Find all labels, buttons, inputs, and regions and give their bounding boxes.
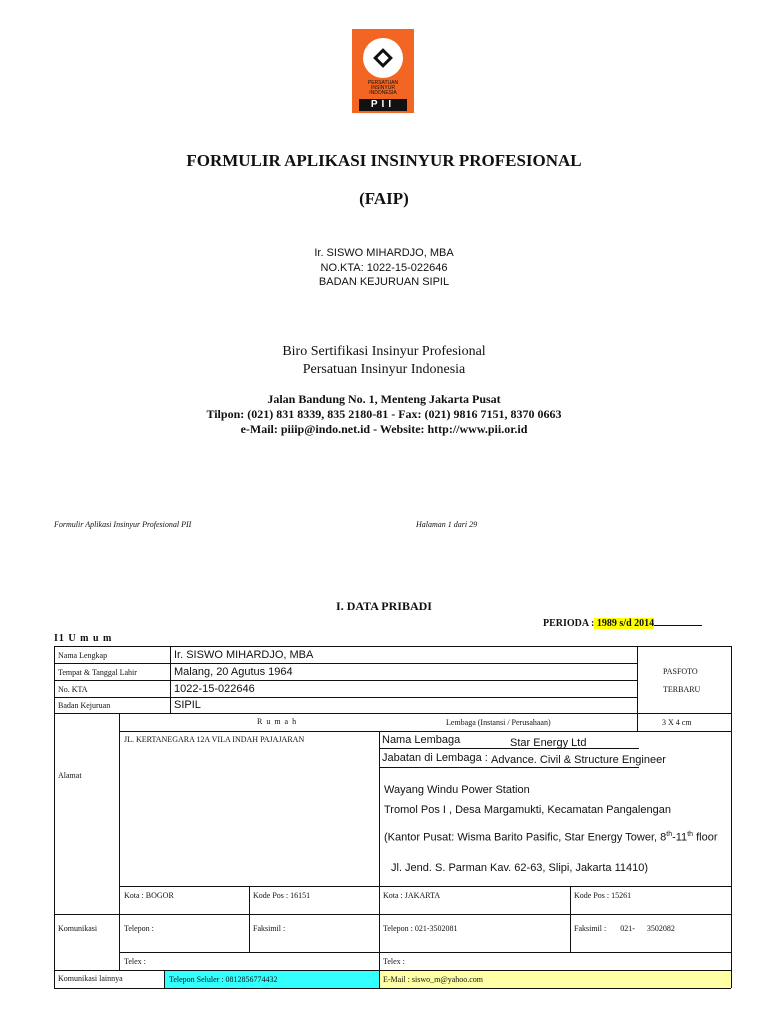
applicant-kta: NO.KTA: 1022-15-022646 [320, 262, 448, 274]
ttl-field[interactable]: Malang, 20 Agutus 1964 [174, 666, 293, 678]
logo-text-3: INDONESIA [369, 90, 397, 96]
periode-label: PERIODA : [543, 618, 595, 629]
email-field[interactable]: E-Mail : siswo_m@yahoo.com [383, 975, 484, 984]
logo-text-2: INSINYUR [371, 85, 395, 91]
kta-label: No. KTA [58, 685, 88, 694]
hp-field[interactable]: Telepon Seluler : 0812856774432 [169, 975, 278, 984]
kota-lembaga[interactable]: Kota : JAKARTA [383, 891, 441, 900]
faksimil-lembaga[interactable]: Faksimil : 021- 3502082 [574, 924, 675, 933]
telepon-lembaga[interactable]: Telepon : 021-3502081 [383, 924, 458, 933]
logo-emblem-icon [363, 38, 403, 78]
nama-label: Nama Lengkap [58, 651, 108, 660]
applicant-name: Ir. SISWO MIHARDJO, MBA [314, 247, 454, 259]
jabatan-field[interactable]: Advance. Civil & Structure Engineer [491, 754, 666, 766]
telepon-rumah[interactable]: Telepon : [124, 924, 154, 933]
rumah-address[interactable]: JL. KERTANEGARA 12A VILA INDAH PAJAJARAN [124, 735, 305, 744]
jabatan-label: Jabatan di Lembaga : [382, 752, 488, 764]
badan-label: Badan Kejuruan [58, 701, 111, 710]
org-email: e-Mail: piiip@indo.net.id - Website: http://www.pii.or.id [240, 422, 528, 436]
telex-lembaga[interactable]: Telex : [383, 957, 405, 966]
pasfoto-line-1: PASFOTO [663, 667, 698, 676]
alamat-label: Alamat [58, 771, 82, 780]
pasfoto-size: 3 X 4 cm [662, 718, 692, 727]
footer-right: Halaman 1 dari 29 [416, 520, 478, 529]
komunikasi-label: Komunikasi [58, 924, 98, 933]
section-title: I. DATA PRIBADI [336, 599, 432, 613]
nama-field[interactable]: Ir. SISWO MIHARDJO, MBA [174, 649, 314, 661]
org-line-1: Biro Sertifikasi Insinyur Profesional [282, 344, 486, 359]
page-subtitle: (FAIP) [359, 189, 409, 208]
kota-rumah[interactable]: Kota : BOGOR [124, 891, 174, 900]
page-title: FORMULIR APLIKASI INSINYUR PROFESIONAL [186, 151, 582, 170]
badan-field[interactable]: SIPIL [174, 699, 201, 711]
kodepos-rumah[interactable]: Kode Pos : 16151 [253, 891, 311, 900]
lembaga-address-3: (Kantor Pusat: Wisma Barito Pasific, Star Energy Tower, 8th-11th floor [384, 831, 718, 844]
lembaga-address-2: Tromol Pos I , Desa Margamukti, Kecamatan Pangalengan [384, 804, 671, 816]
komunikasi-lain-label: Komunikasi lainnya [58, 974, 123, 983]
lembaga-header: Lembaga (Instansi / Perusahaan) [446, 718, 551, 727]
pii-logo [352, 29, 414, 113]
org-address: Jalan Bandung No. 1, Menteng Jakarta Pusat [267, 392, 501, 406]
lembaga-address-4: Jl. Jend. S. Parman Kav. 62-63, Slipi, Jakarta 11410) [391, 862, 649, 874]
kta-field[interactable]: 1022-15-022646 [174, 683, 255, 695]
applicant-kejuruan: BADAN KEJURUAN SIPIL [318, 276, 450, 288]
pasfoto-line-2: TERBARU [663, 685, 701, 694]
logo-mark: PII [359, 99, 407, 111]
logo-text-1: PERSATUAN [367, 80, 399, 86]
lembaga-address-1: Wayang Windu Power Station [384, 784, 530, 796]
ttl-label: Tempat & Tanggal Lahir [58, 668, 137, 677]
nama-lembaga-label: Nama Lembaga [382, 734, 461, 746]
rumah-header: R u m a h [257, 717, 298, 726]
periode-value: 1989 s/d 2014 [594, 618, 655, 629]
org-line-2: Persatuan Insinyur Indonesia [302, 362, 466, 377]
footer-left: Formulir Aplikasi Insinyur Profesional PII [54, 520, 192, 529]
nama-lembaga-field[interactable]: Star Energy Ltd [510, 737, 587, 749]
kodepos-lembaga[interactable]: Kode Pos : 15261 [574, 891, 632, 900]
periode [543, 616, 702, 629]
faksimil-rumah[interactable]: Faksimil : [253, 924, 286, 933]
telex-rumah[interactable]: Telex : [124, 957, 146, 966]
org-phone: Tilpon: (021) 831 8339, 835 2180-81 - Fax: (021) 9816 7151, 8370 0663 [206, 407, 562, 421]
subsection-title: I1 U m u m [54, 633, 113, 644]
